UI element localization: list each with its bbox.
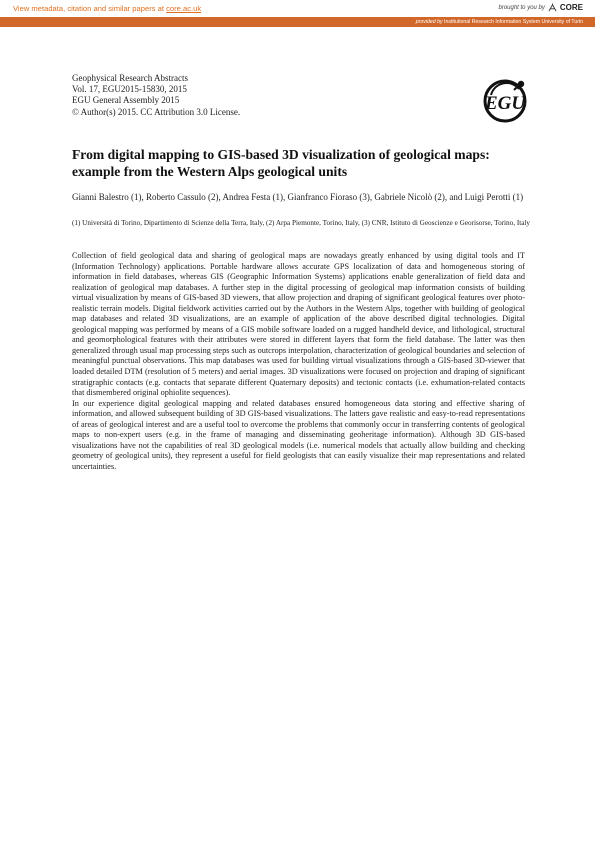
journal-name: Geophysical Research Abstracts xyxy=(72,73,188,83)
core-metadata-link[interactable] xyxy=(13,4,201,13)
core-link-domain[interactable]: core.ac.uk xyxy=(166,4,202,13)
core-brand[interactable] xyxy=(499,3,584,12)
author-list: Gianni Balestro (1), Roberto Cassulo (2), Andrea Festa (1), Gianfranco Fioraso (3), Gabriele Nicolò (2), and Luigi Perotti (1) xyxy=(72,192,524,202)
publication-metadata xyxy=(72,73,240,118)
core-provider-bar xyxy=(0,17,595,27)
egu-logo-icon xyxy=(481,76,529,124)
core-logo-text: CORE xyxy=(559,3,583,12)
core-logo-icon xyxy=(548,3,557,12)
assembly-info: EGU General Assembly 2015 xyxy=(72,95,180,106)
core-provider-text[interactable] xyxy=(416,19,583,25)
egu-logo-text: EGU xyxy=(484,93,526,114)
brought-by-label: brought to you by xyxy=(498,4,545,11)
provided-by-label: provided by xyxy=(415,18,443,25)
core-banner xyxy=(0,0,595,17)
abstract-paragraph: In our experience digital geological mapping and related databases ensured homogeneous data storing and effective sharing of information, and allowed subsequent building of 3D GIS-based visualizations. The latters gave realistic and easy-to-read representations of areas of geological interest and are a useful tool to overcome the problems that commonly occur in transferring contents of geological maps to non-expert users (e.g. in the frame of managing and disseminating geoheritage information). Although 3D GIS-based visualizations have not the capabilities of real 3D geological models (i.e. numerical models that actually allow building and checking geometry of geological units), they represent a useful for field geologists that can easily visualize their map representations and related uncertainties. xyxy=(72,398,525,471)
provider-name: Institutional Research Information System University of Turin xyxy=(444,18,583,25)
core-link-prefix: View metadata, citation and similar papers at xyxy=(13,4,167,13)
license-info: © Author(s) 2015. CC Attribution 3.0 License. xyxy=(72,106,241,117)
paper-title: From digital mapping to GIS-based 3D visualization of geological maps: example from the Western Alps geological units xyxy=(72,147,490,179)
abstract-paragraph: Collection of field geological data and sharing of geological maps are nowadays greatly enhanced by using digital tools and IT (Information Technology) applications. Portable hardware allows accurate GPS localization of data and homogeneous storing of information in field databases, whereas GIS (Geographic Information Systems) applications enable generalization of field data and realization of geological map databases. A further step in the digital processing of geological map information consists of building virtual visualization by means of GIS-based 3D viewers, that allow projection and draping of significant geological features over photo-realistic terrain models. Digital fieldwork activities carried out by the Authors in the Western Alps, together with building of geological map databases and related 3D visualizations, are an example of application of the above described digital technologies. Digital geological mapping was performed by means of a GIS mobile software loaded on a rugged handheld device, and lithological, structural and geomorphological features with their attributes were stored in different layers that form the field database. The latter was then generalized through usual map processing steps such as outcrops interpolation, characterization of geological boundaries and selection of meaningful punctual observations. This map databases was used for building virtual visualizations through a GIS-based 3D-viewer that loaded detailed DTM (resolution of 5 meters) and aerial images. 3D visualizations were focused on projection and draping of significant stratigraphic contacts (e.g. contacts that separate different Quaternary deposits) and tectonic contacts (i.e. exhumation-related contacts that dismembered original ophiolite sequences). xyxy=(72,251,525,398)
affiliations: (1) Università di Torino, Dipartimento di Scienze della Terra, Italy, (2) Arpa Piemonte, Torino, Italy, (3) CNR, Istituto di Geoscienze e Georisorse, Torino, Italy xyxy=(72,219,530,227)
volume-info: Vol. 17, EGU2015-15830, 2015 xyxy=(72,84,187,95)
abstract-body xyxy=(72,251,525,472)
